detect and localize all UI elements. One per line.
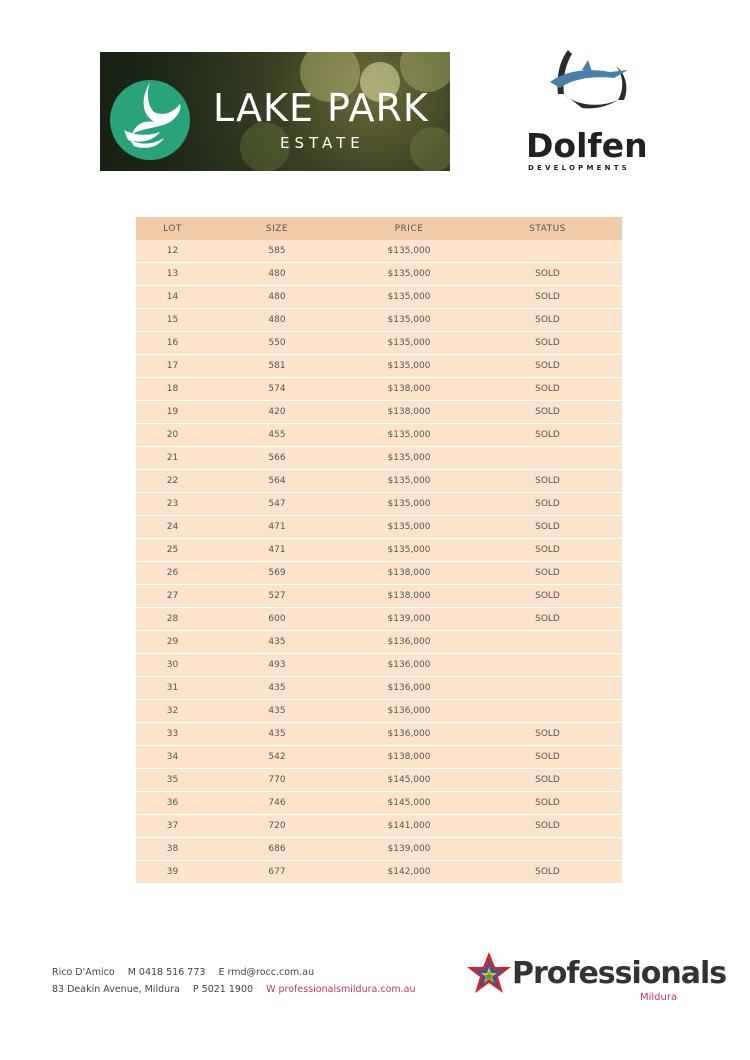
cell-status: SOLD	[473, 378, 622, 401]
column-header-size: SIZE	[209, 217, 345, 240]
cell-lot: 38	[136, 838, 209, 861]
cell-status: SOLD	[473, 401, 622, 424]
cell-size: 435	[209, 723, 345, 746]
website: professionalsmildura.com.au	[278, 984, 416, 995]
cell-price: $135,000	[345, 516, 473, 539]
cell-lot: 36	[136, 792, 209, 815]
cell-price: $139,000	[345, 838, 473, 861]
cell-lot: 27	[136, 585, 209, 608]
web-label: W	[266, 984, 276, 995]
table-row	[136, 792, 622, 815]
cell-size: 471	[209, 539, 345, 562]
cell-price: $145,000	[345, 769, 473, 792]
table-header-row	[136, 217, 622, 240]
cell-size: 600	[209, 608, 345, 631]
cell-lot: 28	[136, 608, 209, 631]
table-row	[136, 746, 622, 769]
cell-price: $138,000	[345, 378, 473, 401]
cell-price: $135,000	[345, 332, 473, 355]
cell-status: SOLD	[473, 769, 622, 792]
cell-status: SOLD	[473, 861, 622, 884]
table-row	[136, 769, 622, 792]
table-row	[136, 263, 622, 286]
cell-lot: 35	[136, 769, 209, 792]
table-row	[136, 447, 622, 470]
cell-lot: 15	[136, 309, 209, 332]
email-address: rmd@rocc.com.au	[227, 967, 315, 978]
table-row	[136, 516, 622, 539]
table-row	[136, 608, 622, 631]
cell-status	[473, 677, 622, 700]
cell-status: SOLD	[473, 493, 622, 516]
cell-status: SOLD	[473, 263, 622, 286]
cell-size: 455	[209, 424, 345, 447]
cell-price: $135,000	[345, 470, 473, 493]
email-label: E	[218, 967, 225, 978]
dolfen-developments-logo	[520, 46, 650, 176]
table-row	[136, 723, 622, 746]
cell-price: $141,000	[345, 815, 473, 838]
cell-status: SOLD	[473, 723, 622, 746]
phone-number: 5021 1900	[201, 984, 254, 995]
lots-table	[136, 217, 622, 884]
cell-size: 493	[209, 654, 345, 677]
table-row	[136, 631, 622, 654]
cell-status: SOLD	[473, 470, 622, 493]
lake-park-estate-banner	[100, 52, 450, 171]
column-header-price: PRICE	[345, 217, 473, 240]
cell-status: SOLD	[473, 562, 622, 585]
cell-lot: 33	[136, 723, 209, 746]
footer-contact	[52, 964, 416, 998]
agency-location: Mildura	[640, 992, 678, 1003]
cell-price: $135,000	[345, 263, 473, 286]
cell-size: 480	[209, 309, 345, 332]
cell-size: 677	[209, 861, 345, 884]
cell-status: SOLD	[473, 585, 622, 608]
cell-status	[473, 654, 622, 677]
cell-status: SOLD	[473, 286, 622, 309]
cell-status	[473, 240, 622, 263]
contact-line-2	[52, 981, 416, 998]
mobile-number: 0418 516 773	[138, 967, 206, 978]
cell-size: 720	[209, 815, 345, 838]
table-row	[136, 286, 622, 309]
cell-price: $138,000	[345, 585, 473, 608]
table-row	[136, 309, 622, 332]
cell-lot: 23	[136, 493, 209, 516]
cell-size: 480	[209, 286, 345, 309]
cell-status: SOLD	[473, 815, 622, 838]
cell-status	[473, 447, 622, 470]
cell-price: $138,000	[345, 746, 473, 769]
table-row	[136, 700, 622, 723]
cell-lot: 12	[136, 240, 209, 263]
cell-size: 435	[209, 677, 345, 700]
cell-lot: 13	[136, 263, 209, 286]
cell-price: $136,000	[345, 654, 473, 677]
cell-lot: 25	[136, 539, 209, 562]
cell-price: $138,000	[345, 401, 473, 424]
cell-size: 420	[209, 401, 345, 424]
estate-subtitle: ESTATE	[280, 134, 365, 152]
cell-status: SOLD	[473, 539, 622, 562]
table-row	[136, 677, 622, 700]
cell-price: $135,000	[345, 447, 473, 470]
table-row	[136, 539, 622, 562]
cell-size: 569	[209, 562, 345, 585]
cell-lot: 29	[136, 631, 209, 654]
cell-status	[473, 838, 622, 861]
cell-price: $135,000	[345, 286, 473, 309]
dolfen-dolphin-logo-icon	[520, 46, 650, 126]
cell-status: SOLD	[473, 424, 622, 447]
table-row	[136, 493, 622, 516]
developer-name: Dolfen	[526, 126, 648, 165]
table-row	[136, 470, 622, 493]
cell-size: 746	[209, 792, 345, 815]
cell-price: $135,000	[345, 240, 473, 263]
cell-lot: 22	[136, 470, 209, 493]
cell-price: $136,000	[345, 631, 473, 654]
cell-price: $135,000	[345, 493, 473, 516]
cell-status	[473, 631, 622, 654]
cell-status: SOLD	[473, 332, 622, 355]
cell-price: $139,000	[345, 608, 473, 631]
cell-price: $145,000	[345, 792, 473, 815]
cell-lot: 17	[136, 355, 209, 378]
cell-status	[473, 700, 622, 723]
cell-size: 564	[209, 470, 345, 493]
cell-size: 542	[209, 746, 345, 769]
cell-lot: 14	[136, 286, 209, 309]
cell-lot: 37	[136, 815, 209, 838]
office-address: 83 Deakin Avenue, Mildura	[52, 984, 180, 995]
cell-lot: 30	[136, 654, 209, 677]
cell-size: 585	[209, 240, 345, 263]
estate-title: LAKE PARK	[213, 86, 429, 130]
table-row	[136, 654, 622, 677]
cell-size: 770	[209, 769, 345, 792]
cell-status: SOLD	[473, 516, 622, 539]
cell-size: 550	[209, 332, 345, 355]
cell-price: $135,000	[345, 424, 473, 447]
table-row	[136, 562, 622, 585]
cell-size: 527	[209, 585, 345, 608]
cell-status: SOLD	[473, 792, 622, 815]
cell-price: $135,000	[345, 539, 473, 562]
cell-lot: 31	[136, 677, 209, 700]
cell-lot: 24	[136, 516, 209, 539]
cell-size: 686	[209, 838, 345, 861]
cell-price: $136,000	[345, 723, 473, 746]
cell-lot: 26	[136, 562, 209, 585]
cell-size: 435	[209, 631, 345, 654]
table-row	[136, 815, 622, 838]
cell-size: 574	[209, 378, 345, 401]
agent-name: Rico D'Amico	[52, 967, 115, 978]
cell-lot: 39	[136, 861, 209, 884]
cell-size: 566	[209, 447, 345, 470]
table-row	[136, 585, 622, 608]
table-row	[136, 401, 622, 424]
developer-subtitle: DEVELOPMENTS	[528, 164, 630, 172]
cell-price: $135,000	[345, 355, 473, 378]
cell-status: SOLD	[473, 309, 622, 332]
cell-price: $138,000	[345, 562, 473, 585]
cell-status: SOLD	[473, 746, 622, 769]
contact-line-1	[52, 964, 416, 981]
table-row	[136, 424, 622, 447]
professionals-mildura-logo	[466, 946, 727, 1006]
table-row	[136, 861, 622, 884]
cell-size: 581	[209, 355, 345, 378]
agency-name: Professionals	[512, 956, 727, 991]
lake-park-bird-logo-icon	[110, 80, 190, 160]
cell-lot: 18	[136, 378, 209, 401]
cell-status: SOLD	[473, 608, 622, 631]
mobile-label: M	[127, 967, 136, 978]
cell-status: SOLD	[473, 355, 622, 378]
cell-price: $135,000	[345, 309, 473, 332]
cell-size: 480	[209, 263, 345, 286]
cell-price: $136,000	[345, 700, 473, 723]
cell-lot: 34	[136, 746, 209, 769]
cell-size: 435	[209, 700, 345, 723]
cell-lot: 20	[136, 424, 209, 447]
table-row	[136, 332, 622, 355]
table-row	[136, 355, 622, 378]
phone-label: P	[192, 984, 199, 995]
cell-size: 547	[209, 493, 345, 516]
cell-lot: 32	[136, 700, 209, 723]
lots-table-body	[136, 240, 622, 884]
column-header-lot: LOT	[136, 217, 209, 240]
cell-size: 471	[209, 516, 345, 539]
cell-lot: 21	[136, 447, 209, 470]
table-row	[136, 378, 622, 401]
cell-price: $142,000	[345, 861, 473, 884]
professionals-star-logo-icon	[466, 950, 512, 996]
cell-lot: 19	[136, 401, 209, 424]
table-row	[136, 240, 622, 263]
table-row	[136, 838, 622, 861]
column-header-status: STATUS	[473, 217, 622, 240]
cell-price: $136,000	[345, 677, 473, 700]
cell-lot: 16	[136, 332, 209, 355]
